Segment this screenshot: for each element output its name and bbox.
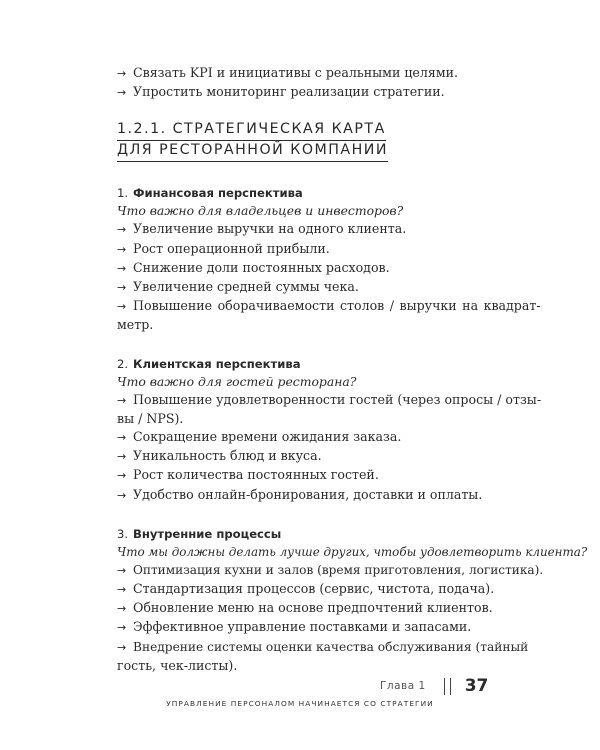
page-content [117,64,588,675]
bullet-item: → Снижение доли постоянных расходов. [117,259,485,278]
arrow-icon: → [117,431,127,445]
bullet-item: → Стандартизация процессов (сервис, чистота, подача). [117,580,485,599]
perspective-title: 2. Клиентская перспектива [117,356,301,371]
perspective-title: 1. Финансовая перспектива [117,186,303,201]
bullet-item: → Оптимизация кухни и залов (время приготовления, логистика). [117,561,485,580]
bullet-item: → Рост операционной прибыли. [117,240,485,259]
perspective-customer [117,355,542,505]
arrow-icon: → [117,261,127,275]
bullet-item: → Обновление меню на основе предпочтений клиентов. [117,599,485,618]
arrow-icon: → [117,583,127,597]
arrow-icon: → [117,393,127,407]
page-number: 37 [464,676,489,696]
bullet-item: → Сокращение времени ожидания заказа. [117,428,485,447]
arrow-icon: → [117,67,127,80]
perspective-financial [117,184,541,334]
bullet-item: → Упростить мониторинг реализации стратегии. [117,83,485,102]
bullet-item-continuation: метр. [117,317,154,333]
arrow-icon: → [117,223,127,237]
perspective-question: Что важно для гостей ресторана? [117,373,357,389]
bullet-item: → Повышение удовлетворенности гостей (через опросы / отзы- [117,391,485,410]
bullet-item: → Уникальность блюд и вкуса. [117,447,485,466]
arrow-icon: → [117,281,127,295]
bullet-item: → Рост количества постоянных гостей. [117,466,485,485]
bullet-item-continuation: гость, чек-листы). [117,657,238,673]
arrow-icon: → [117,621,127,635]
heading-line-2: ДЛЯ РЕСТОРАННОЙ КОМПАНИИ [117,141,388,162]
chapter-label: Глава 1 [380,680,426,692]
perspective-title: 3. Внутренние процессы [117,526,282,541]
arrow-icon: → [117,450,127,464]
arrow-icon: → [117,242,127,256]
perspective-question: Что важно для владельцев и инвесторов? [117,203,404,219]
arrow-icon: → [117,86,127,100]
arrow-icon: → [117,469,127,483]
perspective-internal-processes [117,525,588,675]
arrow-icon: → [117,640,127,654]
bullet-item-continuation: вы / NPS). [117,410,184,426]
running-title: УПРАВЛЕНИЕ ПЕРСОНАЛОМ НАЧИНАЕТСЯ СО СТРАТЕГИИ [166,699,434,708]
bullet-item: → Эффективное управление поставками и запасами. [117,618,485,637]
arrow-icon: → [117,488,127,502]
arrow-icon: → [117,563,127,577]
bullet-item: → Удобство онлайн-бронирования, доставки и оплаты. [117,486,485,505]
bullet-item: → Связать KPI и инициативы с реальными целями. [117,64,485,83]
bullet-item: → Увеличение выручки на одного клиента. [117,220,485,239]
arrow-icon: → [117,300,127,314]
perspective-question: Что мы должны делать лучше других, чтобы удовлетворить клиента? [117,544,588,559]
footer-separator [444,678,451,695]
arrow-icon: → [117,602,127,616]
bullet-item: → Повышение оборачиваемости столов / выручки на квадрат- [117,297,485,316]
page-footer [380,676,488,696]
bullet-item: → Увеличение средней суммы чека. [117,278,485,297]
bullet-item: → Внедрение системы оценки качества обслуживания (тайный [117,638,485,657]
section-heading [117,120,485,162]
heading-line-1: 1.2.1. СТРАТЕГИЧЕСКАЯ КАРТА [117,120,386,141]
